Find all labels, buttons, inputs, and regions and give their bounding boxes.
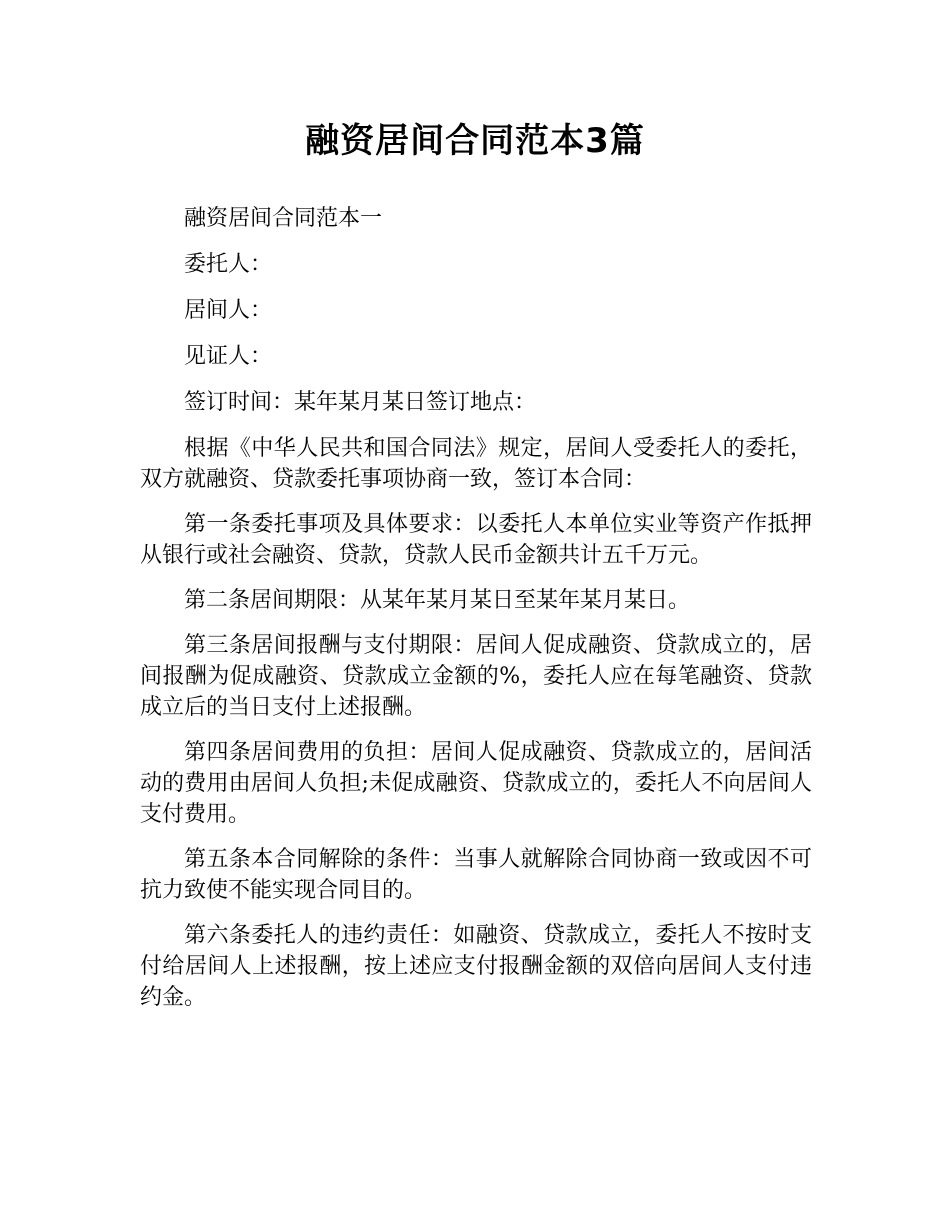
document-body <box>140 203 812 1027</box>
party-witness-line: 见证人： <box>184 344 273 369</box>
article-6-paragraph: 第六条委托人的违约责任：如融资、贷款成立，委托人不按时支付给居间人上述报酬，按上述应支付报酬金额的双倍向居间人支付违约金。 <box>140 923 812 1010</box>
section-heading: 融资居间合同范本一 <box>184 206 383 231</box>
article-2-paragraph: 第二条居间期限：从某年某月某日至某年某月某日。 <box>184 588 691 613</box>
signing-info-line: 签订时间：某年某月某日签订地点： <box>184 390 537 415</box>
article-3-paragraph: 第三条居间报酬与支付期限：居间人促成融资、贷款成立的，居间报酬为促成融资、贷款成立金额的%，委托人应在每笔融资、贷款成立后的当日支付上述报酬。 <box>140 633 812 720</box>
article-5-paragraph: 第五条本合同解除的条件：当事人就解除合同协商一致或因不可抗力致使不能实现合同目的。 <box>140 847 812 903</box>
preamble-paragraph: 根据《中华人民共和国合同法》规定，居间人受委托人的委托，双方就融资、贷款委托事项协商一致，签订本合同： <box>140 436 812 492</box>
article-4-paragraph: 第四条居间费用的负担：居间人促成融资、贷款成立的，居间活动的费用由居间人负担;未促成融资、贷款成立的，委托人不向居间人支付费用。 <box>140 740 812 827</box>
article-1-paragraph: 第一条委托事项及具体要求：以委托人本单位实业等资产作抵押从银行或社会融资、贷款，贷款人民币金额共计五千万元。 <box>140 512 812 568</box>
document-title: 融资居间合同范本3篇 <box>305 121 645 161</box>
party-client-line: 委托人： <box>184 252 273 277</box>
party-broker-line: 居间人： <box>184 298 273 323</box>
